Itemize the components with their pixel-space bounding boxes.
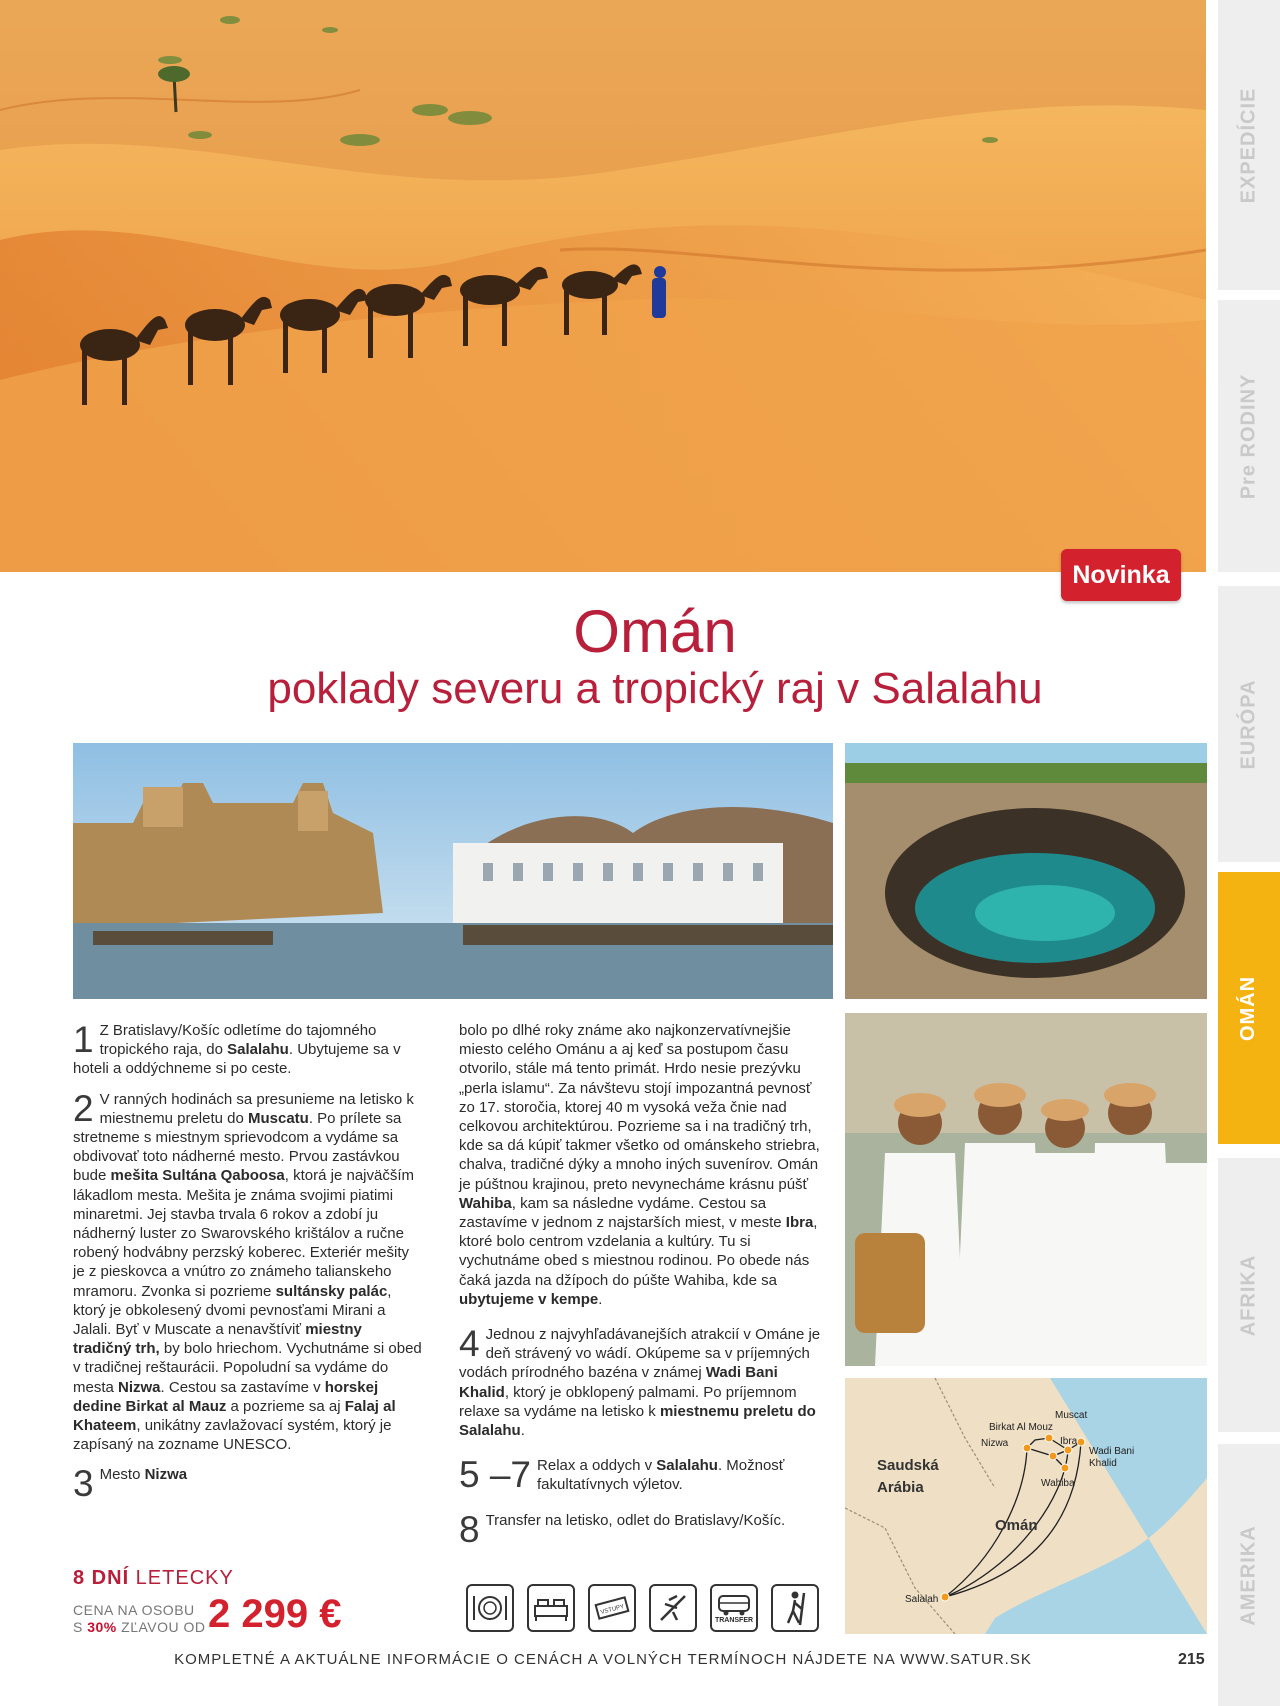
- svg-text:Omán: Omán: [995, 1517, 1038, 1534]
- itinerary-day-8: 8 Transfer na letisko, odlet do Bratislavy/Košíc.: [459, 1508, 786, 1550]
- itinerary-column-right: [459, 1021, 831, 1550]
- hotel-bed-icon: [527, 1584, 575, 1632]
- muscat-fort-photo: [73, 743, 833, 999]
- hiking-icon: [771, 1584, 819, 1632]
- meals-icon: [466, 1584, 514, 1632]
- svg-text:Wadi Bani: Wadi Bani: [1089, 1446, 1135, 1457]
- itinerary-day-2: 2 V ranných hodinách sa presunieme na letisko k miestnemu preletu do Muscatu. Po prílete sa stretneme s miestnym sprievodcom a vydáme sa obdivovať toto nádherné mesto. Prvou zastávkou bude mešita Sultána Qaboosa, ktorá je najväčším lákadlom mesta. Mešita je známa svojimi piatimi minaretmi. Jej stavba trvala 6 rokov a zdobí ju nádherný luster zo Swarovského krištálov a ručne robený hodvábny perzský koberec. Exteriér mešity je z pieskovca a vnútro zo známeho talianskeho mramoru. Zvonka si pozrieme sultánsky palác, ktorý je obkolesený dvomi pevnosťami Mirani a Jalali. Byť v Muscate a nenavštíviť miestny tradičný trh, by bolo hriechom. Vychutnáme si obed v tradičnej reštaurácii. Popoludní sa vydáme do mesta Nizwa. Cestou sa zastavíme v horskej dedine Birkat al Mauz a pozrieme sa aj Falaj al Khateem, unikátny zavlažovací systém, ktorý je zapísaný na zozname UNESCO.: [73, 1087, 422, 1454]
- svg-text:Nizwa: Nizwa: [981, 1438, 1009, 1449]
- side-tab-europa[interactable]: EURÓPA: [1218, 586, 1280, 862]
- trip-duration: 8 DNÍ LETECKY: [73, 1567, 234, 1589]
- side-tab-afrika[interactable]: AFRIKA: [1218, 1158, 1280, 1432]
- svg-text:Salalah: Salalah: [905, 1594, 939, 1605]
- svg-text:Wahiba: Wahiba: [1041, 1478, 1075, 1489]
- footer-info: KOMPLETNÉ A AKTUÁLNE INFORMÁCIE O CENÁCH A VOLNÝCH TERMÍNOCH NÁJDETE NA WWW.SATUR.SK: [174, 1651, 1032, 1668]
- page-title: Omán: [573, 598, 737, 665]
- section-side-tabs: [1218, 0, 1280, 1706]
- novinka-badge: Novinka: [1061, 549, 1181, 601]
- svg-text:Birkat Al Mouz: Birkat Al Mouz: [989, 1422, 1053, 1433]
- itinerary-day-1: 1 Z Bratislavy/Košíc odletíme do tajomného tropického raja, do Salalahu. Ubytujeme sa v hoteli a oddýchneme si po ceste.: [73, 1019, 401, 1078]
- svg-text:VSTUPY: VSTUPY: [600, 1603, 625, 1616]
- page-subtitle: poklady severu a tropický raj v Salalahu: [267, 664, 1043, 713]
- itinerary-day-4: 4 Jednou z najvyhľadávanejších atrakcií v Ománe je deň strávený vo wádí. Okúpeme sa v príjemných vodách prírodného bazéna v známej Wadi Bani Khalid, ktorý je obklopený palmami. Po príjemnom relaxe sa vydáme na letisko k miestnemu preletu do Salalahu.: [459, 1323, 821, 1440]
- entrance-ticket-icon: [588, 1584, 636, 1632]
- svg-text:Muscat: Muscat: [1055, 1410, 1088, 1421]
- itinerary-column-left: [73, 1019, 423, 1505]
- flight-icon: [649, 1584, 697, 1632]
- page-number: 215: [1178, 1651, 1205, 1668]
- price-label: CENA NA OSOBU S 30% ZĽAVOU OD: [73, 1602, 206, 1635]
- side-tab-pre-rodiny[interactable]: Pre RODINY: [1218, 300, 1280, 572]
- svg-text:Arábia: Arábia: [877, 1479, 924, 1496]
- svg-text:Ibra: Ibra: [1060, 1436, 1078, 1447]
- oman-route-map: [845, 1378, 1207, 1634]
- hero-desert-photo: [0, 0, 1206, 572]
- sinkhole-photo: [845, 743, 1207, 999]
- side-tab-oman[interactable]: OMÁN: [1218, 872, 1280, 1144]
- desert-caravan-illustration: [0, 0, 1206, 572]
- price-value: 2 299 €: [208, 1592, 342, 1636]
- side-tab-expedicie[interactable]: EXPEDÍCIE: [1218, 0, 1280, 290]
- svg-text:Khalid: Khalid: [1089, 1458, 1117, 1469]
- svg-text:Saudská: Saudská: [877, 1457, 939, 1474]
- side-tab-amerika[interactable]: AMERIKA: [1218, 1444, 1280, 1706]
- itinerary-day-3-start: 3 Mesto Nizwa: [73, 1463, 188, 1505]
- service-icons: [466, 1584, 819, 1636]
- itinerary-day-5-7: 5 –7 Relax a oddych v Salalahu. Možnosť fakultatívnych výletov.: [459, 1454, 785, 1496]
- transfer-bus-icon: TRANSFER: [710, 1584, 758, 1632]
- itinerary-day-3-cont: bolo po dlhé roky známe ako najkonzervatívnejšie miesto celého Ománu a aj keď sa postupom času otvorilo, stále má tento primát. Hrdo nesie prezývku „perla islamu“. Za návštevu stojí impozantná pevnosť zo 17. storočia, ktorej 40 m vysoká veža čnie nad celkovou architektúrou. Pozrieme sa i na tradičný trh, kde sa dá kúpiť takmer všetko od ománskeho striebra, chalva, tradičné dýky a mnoho iných suvenírov. Omán je púštnou krajinou, preto nevynecháme krásnu púšť Wahiba, kam sa následne vydáme. Cestou sa zastavíme v jednom z najstarších miest, v meste Ibra, ktoré bolo centrom vzdelania a kultúry. Tu si vychutnáme obed s miestnou rodinou. Po obede nás čaká jazda na džípoch do púšte Wahiba, kde sa ubytujeme v kempe.: [459, 1022, 820, 1308]
- omani-men-photo: [845, 1013, 1207, 1366]
